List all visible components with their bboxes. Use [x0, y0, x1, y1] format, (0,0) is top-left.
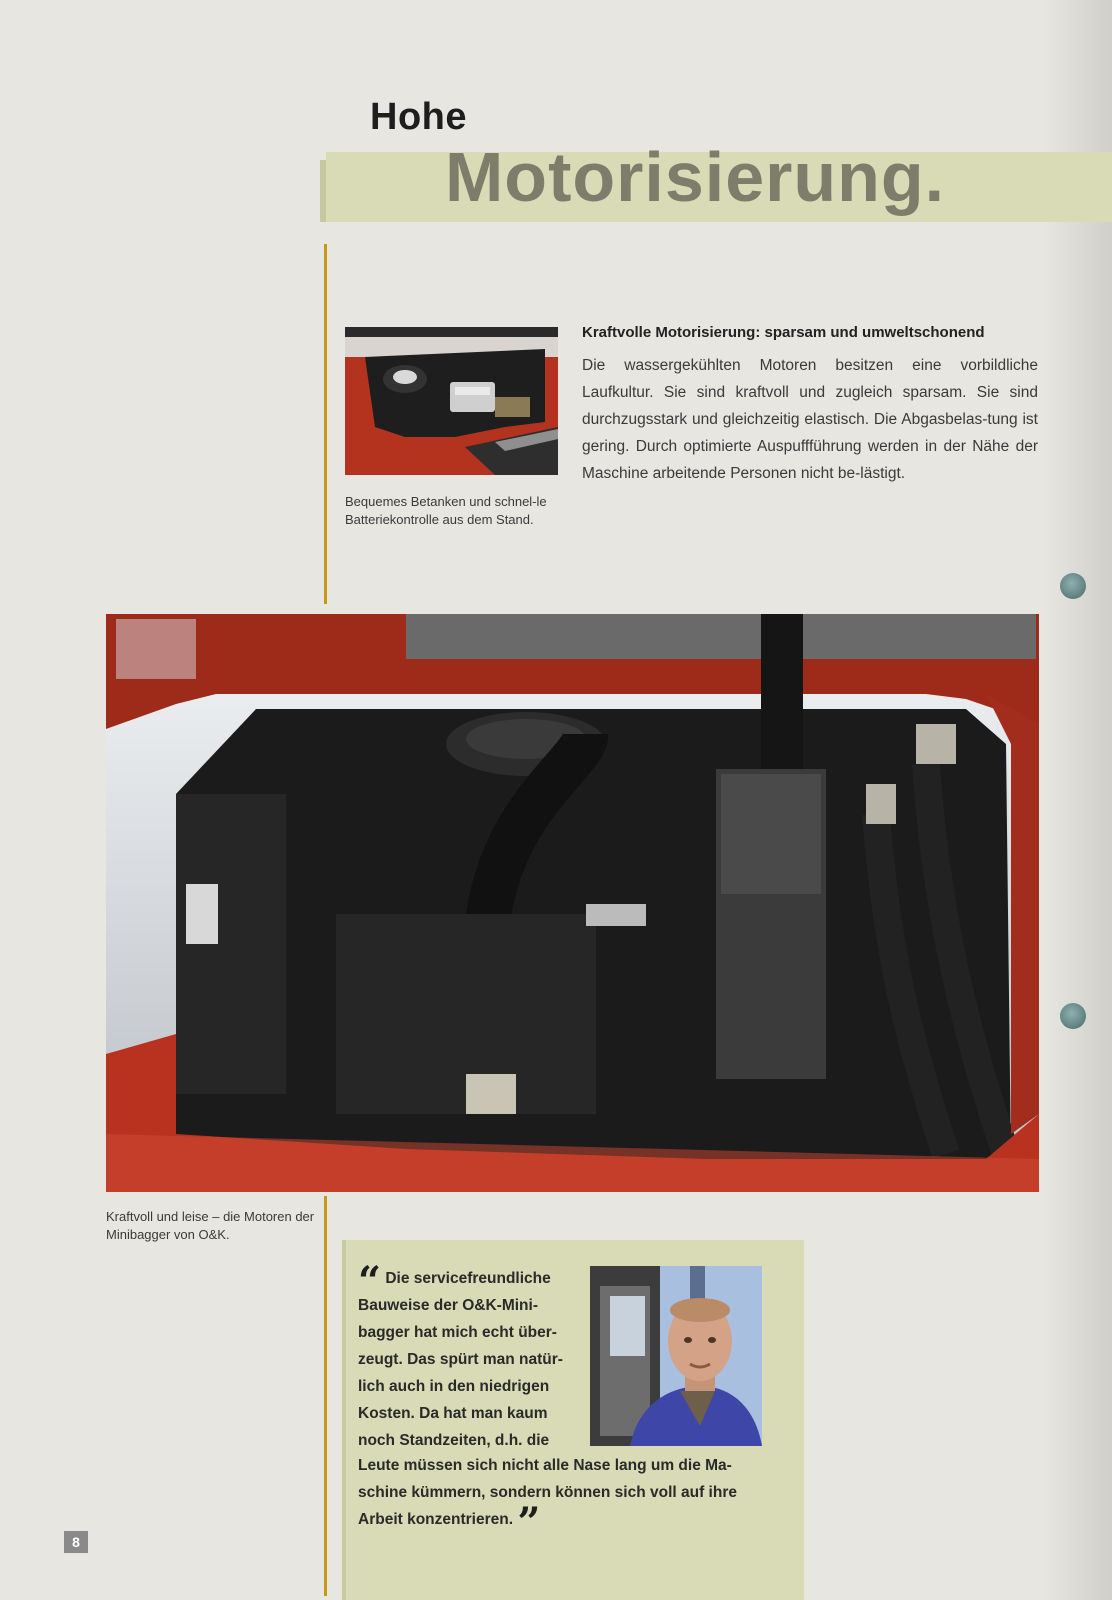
vertical-rule-lower	[324, 1196, 327, 1596]
testimonial-part-2: Leute müssen sich nicht alle Nase lang um die Ma-schine kümmern, sondern können sich voll auf ihre Arbeit konzentrieren.	[358, 1457, 737, 1528]
vertical-rule-upper	[324, 244, 327, 604]
section-body-text: Die wassergekühlten Motoren besitzen eine vorbildliche Laufkultur. Sie sind kraftvoll und zugleich sparsam. Sie sind durchzugsstark und gleichzeitig elastisch. Die Abgasbelas-tung ist gering. Durch optimierte Auspuffführung werden in der Nähe der Maschine arbeitende Personen nicht be-lästigt.	[582, 357, 1038, 482]
page-edge-shadow	[1042, 0, 1112, 1600]
kicker-heading: Hohe	[370, 96, 467, 138]
customer-portrait-photo	[590, 1266, 762, 1446]
binder-hole-top	[1060, 573, 1086, 599]
engine-photo-caption: Kraftvoll und leise – die Motoren der Minibagger von O&K.	[106, 1209, 315, 1242]
binder-hole-bottom	[1060, 1003, 1086, 1029]
fuel-tank-caption: Bequemes Betanken und schnel-le Batteriekontrolle aus dem Stand.	[345, 494, 547, 527]
fuel-tank-photo	[345, 327, 558, 475]
section-subheading: Kraftvolle Motorisierung: sparsam und umweltschonend	[582, 324, 985, 341]
testimonial-text-lower	[358, 1452, 778, 1546]
open-quote-mark: “	[358, 1258, 382, 1305]
page-headline: Motorisierung.	[445, 138, 946, 216]
engine-compartment-photo	[106, 614, 1039, 1192]
testimonial-part-1: Die servicefreundliche Bauweise der O&K-Mini-bagger hat mich echt über-zeugt. Das spürt man natür-lich auch in den niedrigen Kosten. Da hat man kaum noch Standzeiten, d.h. die	[358, 1270, 563, 1449]
page-number: 8	[64, 1531, 88, 1553]
testimonial-text-upper	[358, 1258, 576, 1454]
close-quote-mark: ”	[517, 1499, 541, 1546]
